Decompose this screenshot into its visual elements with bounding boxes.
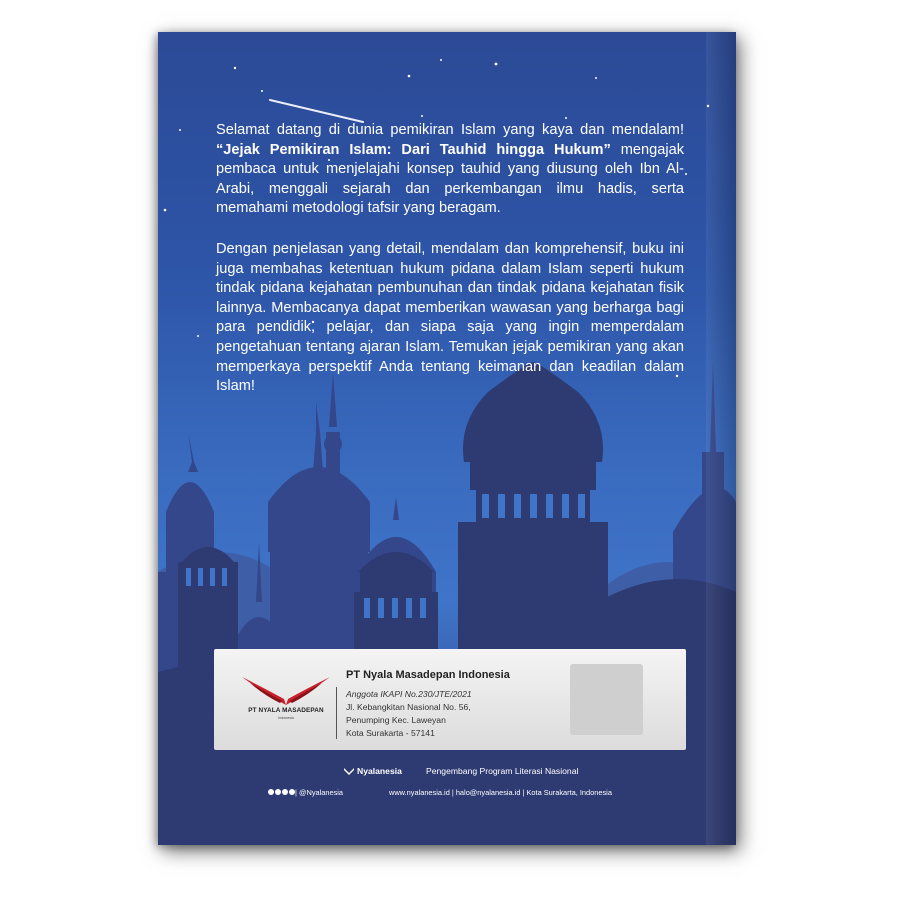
book-title: “Jejak Pemikiran Islam: Dari Tauhid hingga Hukum” bbox=[216, 141, 611, 158]
ikapi-membership: Anggota IKAPI No.230/JTE/2021 bbox=[346, 689, 472, 699]
youtube-icon bbox=[282, 789, 288, 795]
address-line: Kota Surakarta - 57141 bbox=[346, 728, 435, 739]
logo-name: PT NYALA MASADEPAN bbox=[248, 707, 324, 714]
address-line: Jl. Kebangkitan Nasional No. 56, bbox=[346, 702, 471, 712]
nyalanesia-logo-icon bbox=[344, 767, 354, 776]
publisher-address bbox=[346, 701, 471, 741]
logo-subtitle: Indonesia bbox=[278, 716, 294, 720]
divider bbox=[336, 687, 337, 739]
instagram-icon bbox=[268, 789, 274, 795]
brand-name: Nyalanesia bbox=[357, 766, 402, 776]
book-spine-edge bbox=[706, 32, 736, 845]
publisher-panel bbox=[214, 649, 686, 750]
contact-info: www.nyalanesia.id | halo@nyalanesia.id | Kota Surakarta, Indonesia bbox=[389, 788, 612, 797]
publisher-logo bbox=[236, 669, 336, 729]
shooting-star bbox=[270, 100, 363, 122]
blurb-intro: Selamat datang di dunia pemikiran Islam yang kaya dan mendalam! bbox=[216, 122, 684, 138]
brand-tagline: Pengembang Program Literasi Nasional bbox=[426, 766, 579, 776]
blurb-paragraph-2: Dengan penjelasan yang detail, mendalam dan komprehensif, buku ini juga membahas ketentuan hukum pidana dalam Islam seperti hukum tindak pidana kejahatan pembunuhan dan tindak pidana kejahatan fisik lainnya. Membacanya dapat memberikan wawasan yang berharga bagi para pendidik, pelajar, dan siapa saja yang ingin memperdalam pengetahuan tentang ajaran Islam. Temukan jejak pemikiran yang akan memperkaya perspektif Anda tentang keimanan dan keadilan dalam Islam! bbox=[216, 240, 684, 395]
social-handle: | @Nyalanesia bbox=[295, 788, 344, 797]
book-back-cover bbox=[158, 32, 736, 845]
facebook-icon bbox=[275, 789, 281, 795]
blurb-intro-rest: mengajak pembaca untuk menjelajahi konsep tauhid yang diusung oleh Ibn Al-Arabi, menggali sejarah dan perkembangan ilmu hadis, serta memahami metodologi tafsir yang beragam. bbox=[216, 141, 684, 217]
blurb-paragraph-1 bbox=[216, 121, 684, 219]
address-line: Penumping Kec. Laweyan bbox=[346, 715, 446, 726]
barcode-placeholder bbox=[570, 664, 643, 735]
back-cover-blurb bbox=[216, 121, 684, 418]
flame-wings-icon bbox=[236, 669, 336, 705]
publisher-name: PT Nyala Masadepan Indonesia bbox=[346, 669, 510, 681]
